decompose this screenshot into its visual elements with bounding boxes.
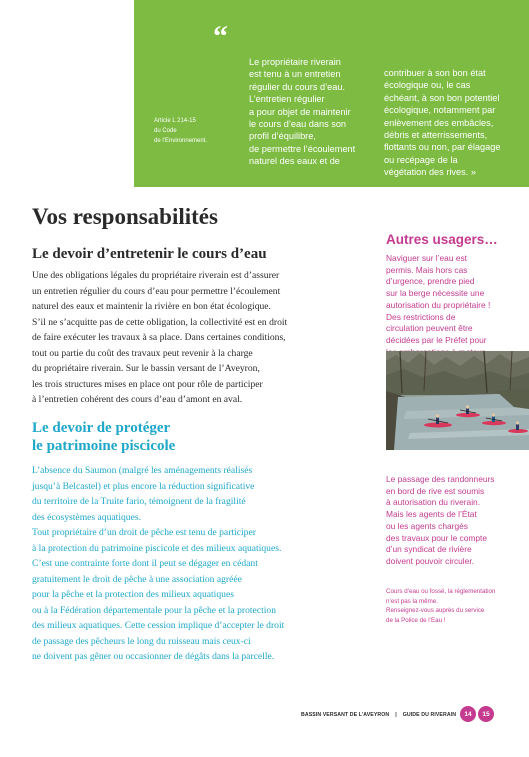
body-line: S’il ne s’acquitte pas de cette obligation, la collectivité est en droit <box>32 316 288 328</box>
kayak-river-photo <box>386 351 529 450</box>
body-line: Une des obligations légales du propriétaire riverain est d’assurer <box>32 270 280 281</box>
sidebar-line: circulation peuvent être <box>386 323 473 334</box>
note-line: de la Police de l’Eau ! <box>386 617 446 625</box>
body-line: ou à la Fédération départementale pour la pêche et la protection <box>32 604 276 616</box>
quote-line: L’entretien régulier <box>249 94 325 105</box>
sidebar-line: en bord de rive est soumis <box>386 485 485 496</box>
quote-line: contribuer à son bon état <box>384 68 486 78</box>
body-line: du propriétaire riverain. Sur le bassin versant de l’Aveyron, <box>32 363 260 374</box>
body-line: de passage des pêcheurs le long du ruisseau mais ceux-ci <box>32 635 251 647</box>
body-line: de faire exécuter les travaux à sa place. Dans certaines conditions, <box>32 332 286 343</box>
quote-line: échéant, à son bon potentiel <box>384 92 500 103</box>
article-reference <box>154 116 244 146</box>
body-line: les trois structures mises en place ont pour rôle de participer <box>32 378 263 390</box>
quote-line: végétation des rives. » <box>384 167 476 178</box>
quote-line: écologique, notamment par <box>384 105 496 116</box>
sidebar-line: ou les agents chargés <box>386 520 468 531</box>
body-line: à la protection du patrimoine piscicole et des milieux aquatiques. <box>32 542 282 554</box>
page-footer <box>301 712 456 722</box>
section-1-body <box>32 268 357 408</box>
section-2-heading <box>32 419 332 455</box>
footer-publication: BASSIN VERSANT DE L’AVEYRON <box>301 712 390 718</box>
body-line: jusqu’à Belcastel) et plus encore la réduction significative <box>32 480 255 492</box>
sidebar-line: doivent pouvoir circuler. <box>386 555 474 566</box>
page-title: Vos responsabilités <box>32 204 218 229</box>
heading-line: Le devoir de protéger <box>32 420 171 436</box>
sidebar-line: Mais les agents de l’État <box>386 509 477 520</box>
sidebar-text-hikers <box>386 474 521 568</box>
quote-line: profil d’équilibre, <box>249 131 316 142</box>
quote-mark-icon: “ <box>213 20 226 53</box>
page-number-right: 15 <box>478 706 494 722</box>
body-line: des milieux aquatiques. Cette cession implique d’accepter le droit <box>32 620 285 631</box>
sidebar-line: sur la berge nécessite une <box>386 288 485 299</box>
article-ref-line: Article L 214-15 <box>154 118 196 124</box>
quote-line: enlèvement des embâcles, <box>384 117 494 128</box>
body-line: à l’entretien cohérent des cours d’eau d’amont en aval. <box>32 394 243 405</box>
quote-line: de permettre l’écoulement <box>249 143 356 154</box>
quote-line: flottants ou non, par élagage <box>384 142 501 153</box>
body-line: C’est une contrainte forte dont il peut se dégager en cédant <box>32 558 258 569</box>
quote-line: naturel des eaux et de <box>249 156 340 167</box>
footer-guide-title: GUIDE DU RIVERAIN <box>402 712 457 718</box>
sidebar-line: d’un syndicat de rivière <box>386 544 472 555</box>
sidebar-text-navigation <box>386 253 521 358</box>
note-line: Renseignez-vous auprès du service <box>386 607 485 615</box>
body-line: des écosystèmes aquatiques. <box>32 511 141 523</box>
quote-line: Le propriétaire riverain <box>249 57 341 67</box>
quote-line: est tenu à un entretien <box>249 69 341 80</box>
quote-line: le cours d’eau dans son <box>249 119 347 130</box>
quote-line: écologique ou, le cas <box>384 80 471 91</box>
body-line: gratuitement le droit de pêche à une association agréée <box>32 573 242 585</box>
heading-line: le patrimoine piscicole <box>32 438 176 454</box>
body-line: naturel des eaux et maintenir la rivière en bon état écologique. <box>32 301 271 312</box>
sidebar-line: des travaux pour le compte <box>386 532 488 543</box>
body-line: L’absence du Saumon (malgré les aménagements réalisés <box>32 465 253 476</box>
body-line: du territoire de la Truite fario, témoignent de la fragilité <box>32 496 246 507</box>
sidebar-note <box>386 587 521 626</box>
body-line: tout ou partie du coût des travaux peut revenir à la charge <box>32 347 253 359</box>
sidebar-line: Naviguer sur l’eau est <box>386 253 467 263</box>
body-line: un entretien régulier du cours d’eau pour permettre l’écoulement <box>32 285 281 297</box>
article-ref-line: du Code <box>154 128 177 134</box>
sidebar-title: Autres usagers… <box>386 232 498 247</box>
sidebar-line: Le passage des randonneurs <box>386 474 495 484</box>
article-ref-line: de l’Environnement. <box>154 138 208 144</box>
quote-line: débris et atterrissements, <box>384 130 488 141</box>
footer-separator: | <box>395 712 397 718</box>
body-line: ne doivent pas gêner ou occasionner de dégâts dans la parcelle. <box>32 651 275 662</box>
sidebar-line: d’urgence, prendre pied <box>386 276 475 287</box>
body-line: pour la pêche et la protection des milieux aquatiques <box>32 589 234 600</box>
section-1-heading: Le devoir d’entretenir le cours d’eau <box>32 246 267 262</box>
quote-column-2 <box>384 67 524 179</box>
sidebar-line: Des restrictions de <box>386 311 456 322</box>
quote-band <box>134 0 529 187</box>
section-2-body <box>32 463 362 665</box>
quote-line: a pour objet de maintenir <box>249 106 351 117</box>
note-line: n’est pas la même. <box>386 597 438 605</box>
sidebar-line: permis. Mais hors cas <box>386 264 468 275</box>
body-line: Tout propriétaire d’un droit de pêche est tenu de participer <box>32 527 256 538</box>
quote-column-1 <box>249 56 361 168</box>
sidebar-line: décidées par le Préfet pour <box>386 334 487 345</box>
quote-line: régulier du cours d’eau. <box>249 81 346 92</box>
page-number-left: 14 <box>460 706 476 722</box>
sidebar-line: autorisation du propriétaire ! <box>386 299 491 310</box>
note-line: Cours d’eau ou fossé, la réglementation <box>386 588 496 595</box>
sidebar-line: à autorisation du riverain. <box>386 497 481 508</box>
quote-line: ou recépage de la <box>384 154 458 165</box>
